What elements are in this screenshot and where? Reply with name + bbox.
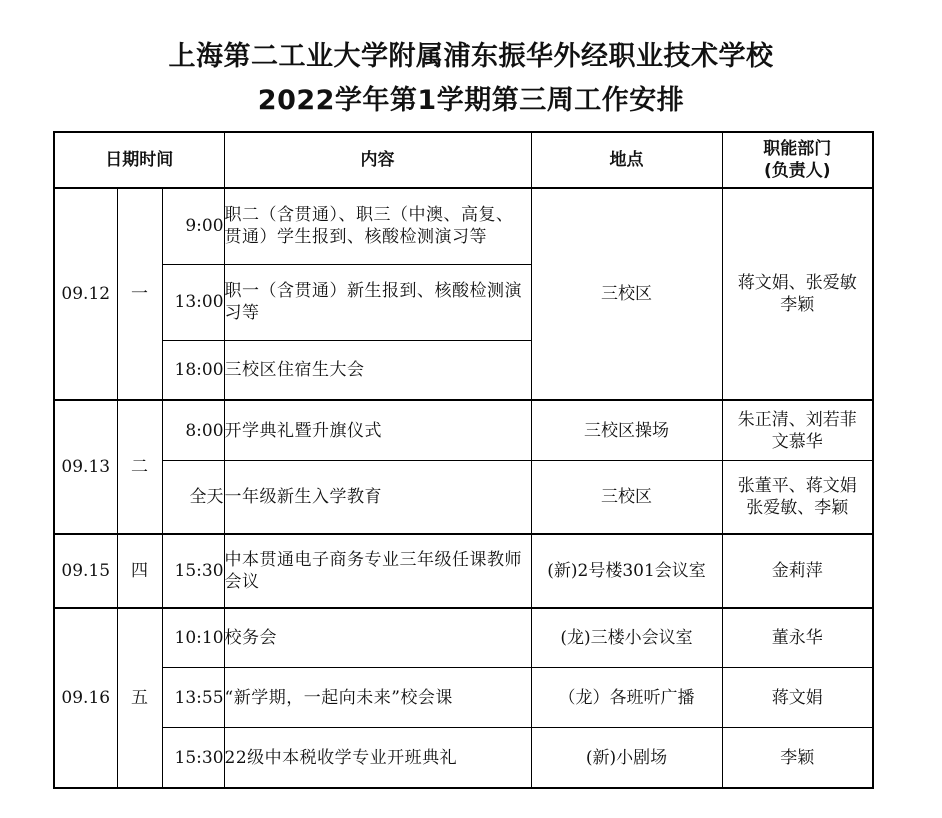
header-date-time: 日期时间: [54, 132, 224, 188]
date-cell: 09.12: [54, 188, 117, 400]
content-cell: 三校区住宿生大会: [224, 340, 531, 400]
location-cell: 三校区: [531, 188, 722, 400]
location-cell: (新)小剧场: [531, 728, 722, 788]
time-cell: 13:00: [162, 264, 224, 340]
content-cell: “新学期，一起向未来”校会课: [224, 668, 531, 728]
content-cell: 22级中本税收学专业开班典礼: [224, 728, 531, 788]
location-cell: （龙）各班听广播: [531, 668, 722, 728]
weekday-cell: 二: [117, 400, 162, 533]
document-subtitle: 2022学年第1学期第三周工作安排: [257, 85, 685, 116]
content-cell: 职一（含贯通）新生报到、核酸检测演习等: [224, 264, 531, 340]
content-cell: 一年级新生入学教育: [224, 460, 531, 533]
table-row: [54, 608, 873, 668]
header-department-line1: 职能部门: [763, 139, 832, 160]
table-row: [54, 460, 873, 533]
time-cell: 8:00: [162, 400, 224, 460]
responsible-cell: 蒋文娟、张爱敏李颖: [722, 188, 873, 400]
time-cell: 15:30: [162, 728, 224, 788]
weekday-cell: 五: [117, 608, 162, 788]
schedule-table: [53, 131, 874, 789]
document-title: 上海第二工业大学附属浦东振华外经职业技术学校: [168, 41, 774, 72]
location-cell: (新)2号楼301会议室: [531, 534, 722, 608]
header-location: 地点: [531, 132, 722, 188]
time-cell: 15:30: [162, 534, 224, 608]
location-cell: 三校区: [531, 460, 722, 533]
time-cell: 18:00: [162, 340, 224, 400]
content-cell: 开学典礼暨升旗仪式: [224, 400, 531, 460]
header-department: [722, 132, 873, 188]
responsible-cell: 董永华: [722, 608, 873, 668]
location-cell: 三校区操场: [531, 400, 722, 460]
table-row: [54, 728, 873, 788]
table-row: [54, 188, 873, 264]
content-cell: 职二（含贯通）、职三（中澳、高复、贯通）学生报到、核酸检测演习等: [224, 188, 531, 264]
time-cell: 10:10: [162, 608, 224, 668]
date-cell: 09.15: [54, 534, 117, 608]
responsible-cell: 李颖: [722, 728, 873, 788]
location-cell: (龙)三楼小会议室: [531, 608, 722, 668]
time-cell: 全天: [162, 460, 224, 533]
responsible-cell: 金莉萍: [722, 534, 873, 608]
header-content: 内容: [224, 132, 531, 188]
time-cell: 9:00: [162, 188, 224, 264]
responsible-cell: 蒋文娟: [722, 668, 873, 728]
weekday-cell: 四: [117, 534, 162, 608]
weekday-cell: 一: [117, 188, 162, 400]
header-department-line2: (负责人): [764, 161, 831, 182]
time-cell: 13:55: [162, 668, 224, 728]
table-row: [54, 668, 873, 728]
responsible-cell: 张董平、蒋文娟张爱敏、李颖: [722, 460, 873, 533]
date-cell: 09.13: [54, 400, 117, 533]
responsible-cell: 朱正清、刘若菲文慕华: [722, 400, 873, 460]
header-row: [54, 132, 873, 188]
date-cell: 09.16: [54, 608, 117, 788]
table-row: [54, 400, 873, 460]
content-cell: 中本贯通电子商务专业三年级任课教师会议: [224, 534, 531, 608]
content-cell: 校务会: [224, 608, 531, 668]
table-row: [54, 534, 873, 608]
